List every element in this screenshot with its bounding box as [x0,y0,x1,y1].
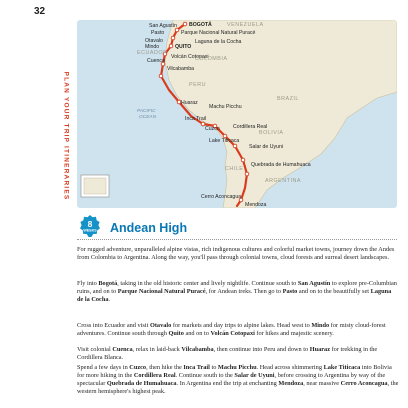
text-run: for misty cloud-forest adventures. Continue south through [77,322,386,338]
label-salar-uyuni: Salar de Uyuni [249,144,284,150]
label-argentina: ARGENTINA [265,178,301,184]
label-huaraz: Huaraz [181,100,198,106]
label-cuenca: Cuenca [147,58,165,64]
highlighted-place: Cuenca [112,346,133,353]
label-quito: QUITO [175,44,192,50]
highlighted-place: Mendoza [278,380,304,388]
highlighted-place: Quito [168,330,184,338]
label-bolivia: BOLIVIA [259,130,284,136]
text-run: Cross into Ecuador and visit [77,322,150,329]
label-laguna-cocha: Laguna de la Cocha [195,39,242,45]
highlighted-place: Cuzco [129,364,147,371]
label-venezuela: VENEZUELA [227,22,264,28]
highlighted-place: Volcán Cotopaxi [210,330,255,338]
text-run: Visit colonial [77,346,113,353]
text-run: , for Andean treks. Then go to [205,288,283,296]
body-paragraph-3 [77,346,399,362]
highlighted-place: Machu Picchu [217,364,257,371]
weeks-badge-label: WEEKS [83,228,97,233]
text-run: , the western hemisphere's highest peak. [77,380,399,396]
text-run: . Head across shimmering [256,364,324,371]
section-side-tab-label: PLAN YOUR TRIP ITINERARIES [62,71,69,200]
text-run: and on to the beautifully set [297,288,371,296]
highlighted-place: Cordillera Real [133,372,176,380]
text-run: for hikes and majestic scenery. [254,330,334,338]
label-pacific-2: OCEAN [139,115,157,120]
label-cerro-aconcagua: Cerro Aconcagua [201,194,242,200]
highlighted-place: Bogotá [98,280,118,287]
text-run: Fly into [77,280,99,287]
label-ecuador: ECUADOR [137,50,168,56]
text-run: for trekking in the Cordillera Blanca. [77,346,378,362]
label-brazil: BRAZIL [277,96,299,102]
intro-paragraph: For rugged adventure, unparalleled alpine vistas, rich indigenous cultures and colorful market towns, journey down the Andes from Colombia to Argentina. Along the way, you'll pass through colonial towns, cloud forests and surreal desert landscapes. [77,246,395,262]
label-parque-purace: Parque Nacional Natural Puracé [181,30,256,36]
label-colombia: COLOMBIA [195,56,228,62]
body-paragraph-1 [77,280,399,304]
text-run: to [209,364,218,371]
highlighted-place: Parque Nacional Natural Puracé [117,288,206,296]
text-run: , relax in laid-back [132,346,182,353]
text-run: , then hike the [146,364,184,371]
highlighted-place: Cerro Aconcagua [340,380,388,388]
text-run: for markets and day trips to alpine lakes. Head west to [171,322,312,329]
label-chile: CHILE [225,166,244,172]
label-machu-picchu: Machu Picchu [209,104,242,110]
text-run: to explore pre-Columbian ruins, and on to [77,280,397,296]
label-inca-trail: Inca Trail [185,116,207,122]
label-pacific-1: PACIFIC [137,109,156,114]
label-san-agustin: San Agustín [149,23,177,29]
label-cuzco: Cuzco [205,126,220,132]
text-run: . Continue south to the [175,372,235,380]
highlighted-place: Pasto [282,288,298,296]
weeks-badge-number: 8 [87,218,93,229]
text-run: . In Argentina end the trip at enchanting [176,380,279,388]
highlighted-place: Salar de Uyuni [234,372,275,380]
title-divider [77,239,397,240]
highlighted-place: Otavalo [149,322,172,329]
label-cordillera-real: Cordillera Real [233,124,268,130]
label-pasto: Pasto [151,30,165,36]
highlighted-place: Quebrada de Humahuaca [106,380,177,388]
itinerary-title: Andean High [110,221,188,235]
text-run: , then continue into Peru and down to [213,346,310,353]
highlighted-place: Inca Trail [183,364,210,371]
route-map [77,20,397,208]
weeks-badge [79,215,101,237]
highlighted-place: Laguna de la Cocha [77,288,392,304]
label-mendoza: Mendoza [245,202,267,208]
label-peru: PERU [189,82,206,88]
label-otavalo: Otavalo [145,38,163,44]
text-run: into Bolivia for more hiking in the [77,364,392,380]
text-run: , taking in the old historic center and lively nightlife. Continue south to [117,280,298,287]
page-number: 32 [34,6,46,17]
map-inset [81,175,109,197]
text-run: and on to [183,330,211,338]
text-run: . [108,296,111,304]
highlighted-place: Vilcabamba [181,346,214,353]
highlighted-place: Mindo [311,322,330,329]
highlighted-place: Huaraz [309,346,331,353]
highlighted-place: San Agustín [297,280,331,287]
label-vilcabamba: Vilcabamba [167,66,195,72]
text-run: , before crossing to Argentina by way of the spectacular [77,372,386,388]
route-map-graphic [77,20,397,208]
highlighted-place: Lake Titicaca [323,364,361,371]
body-paragraph-2 [77,322,399,338]
text-run: , near massive [303,380,341,388]
label-bogota: BOGOTÁ [189,22,212,28]
text-run: Spend a few days in [77,364,130,371]
label-mindo: Mindo [145,44,160,50]
body-paragraph-4 [77,364,399,396]
label-lake-titicaca: Lake Titicaca [209,138,240,144]
section-side-tab [60,71,71,200]
label-quebrada: Quebrada de Humahuaca [251,162,311,168]
label-volcan-cotopaxi: Volcán Cotopaxi [171,54,209,60]
